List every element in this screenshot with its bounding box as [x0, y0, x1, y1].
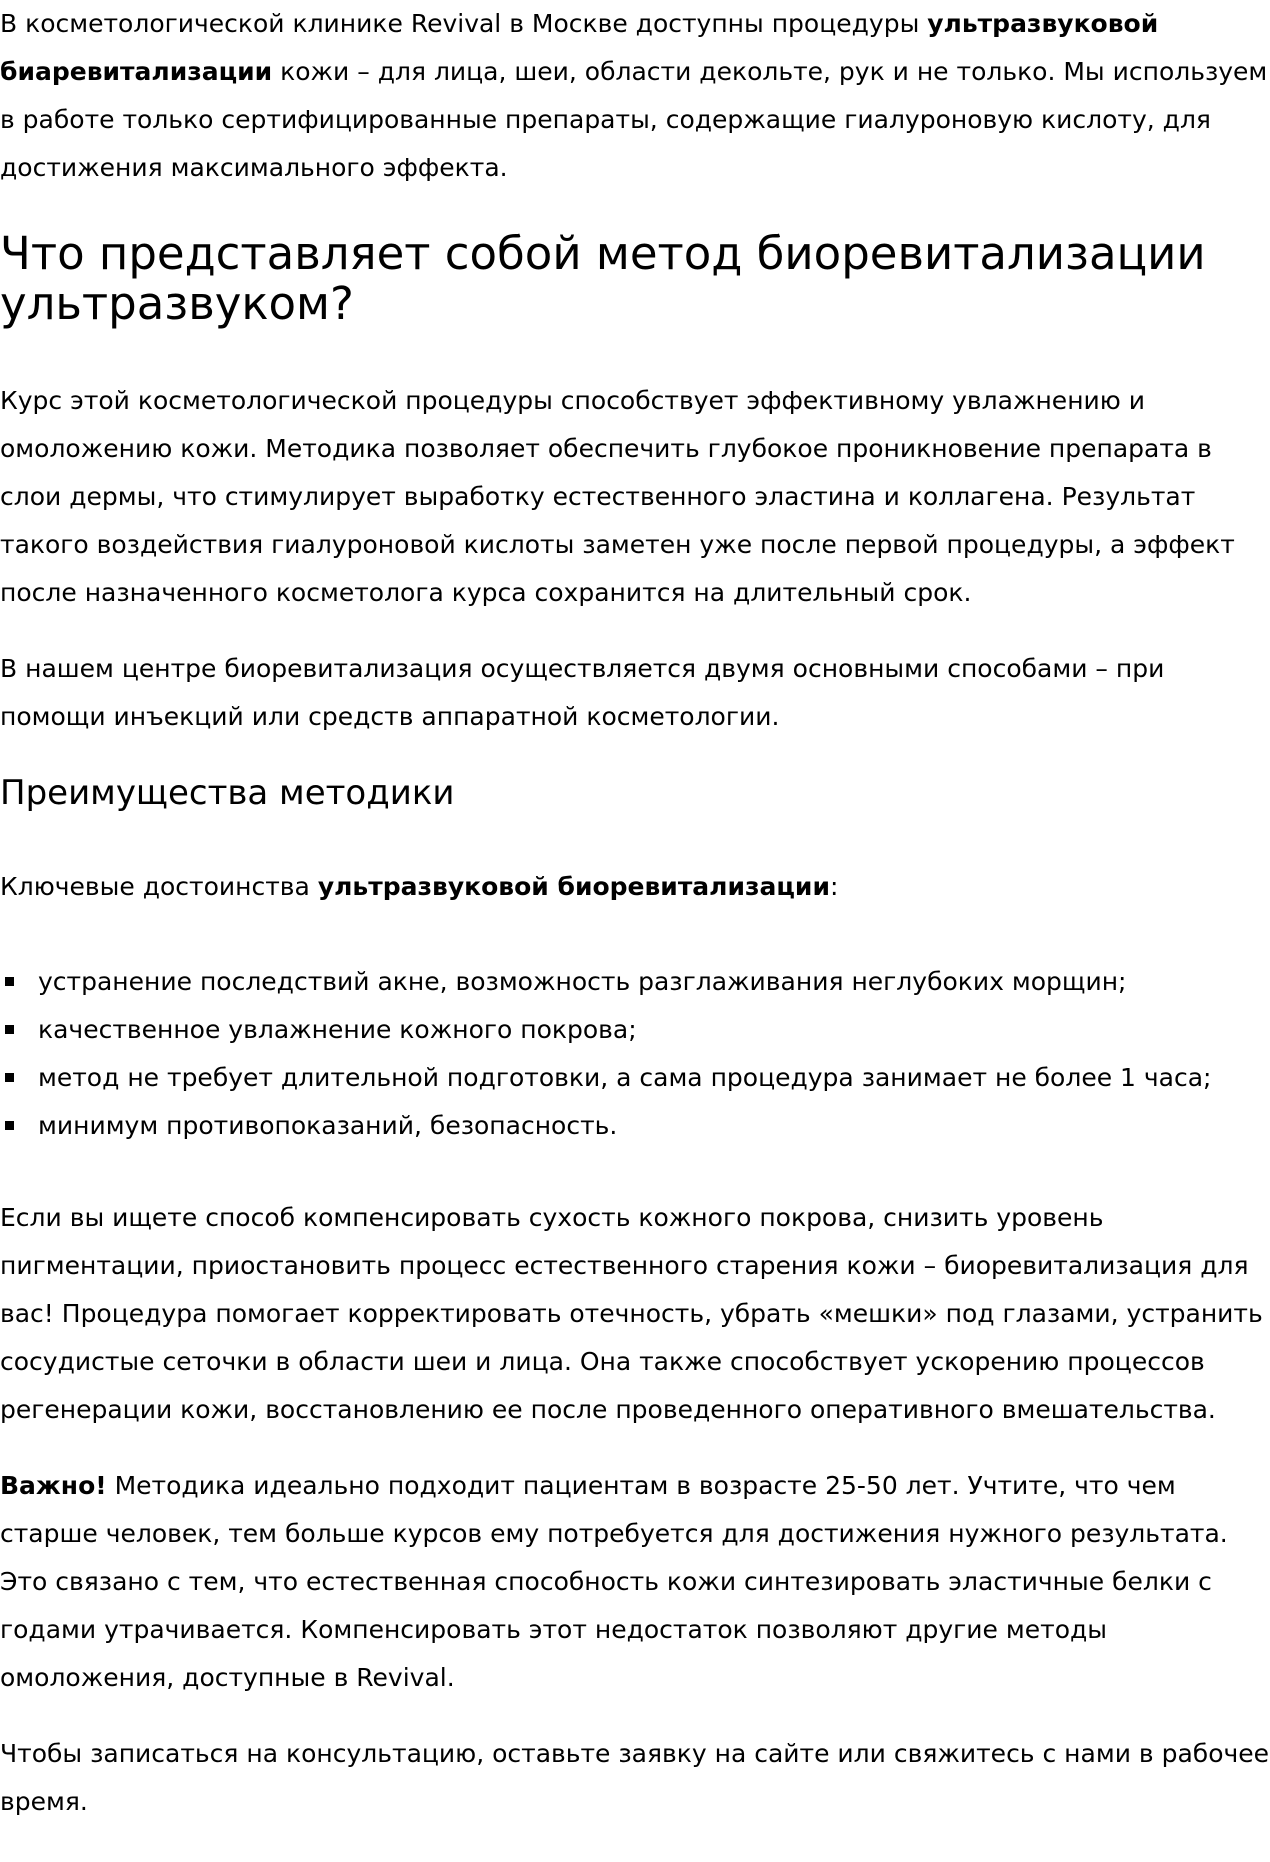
important-text: Методика идеально подходит пациентам в возрасте 25-50 лет. Учтите, что чем старше человек, тем больше курсов ему потребуется для достижения нужного результата. Это связано с тем, что естественная способность кожи синтезировать эластичные белки с годами утрачивается. Компенсировать этот недостаток позволяют другие методы омоложения, доступные в Revival. — [0, 1471, 1228, 1692]
list-item — [0, 1102, 1270, 1150]
method-ways-paragraph: В нашем центре биоревитализация осуществляется двумя основными способами – при помощи инъекций или средств аппаратной косметологии. — [0, 654, 1165, 731]
list-item-text: метод не требует длительной подготовки, а сама процедура занимает не более 1 часа; — [38, 1063, 1212, 1092]
advantages-bold-keyword: ультразвуковой биоревитализации — [317, 872, 830, 901]
list-item-text: качественное увлажнение кожного покрова; — [38, 1015, 637, 1044]
intro-bold-keyword: ультразвуковой биаревитализации — [0, 9, 1159, 86]
list-item-text: устранение последствий акне, возможность разглаживания неглубоких морщин; — [38, 967, 1127, 996]
square-bullet-icon — [5, 977, 14, 986]
cta-paragraph: Чтобы записаться на консультацию, оставьте заявку на сайте или свяжитесь с нами в рабочее время. — [0, 1739, 1270, 1816]
method-description-paragraph: Курс этой косметологической процедуры способствует эффективному увлажнению и омоложению кожи. Методика позволяет обеспечить глубокое проникновение препарата в слои дермы, что стимулирует выработку естественного эластина и коллагена. Результат такого воздействия гиалуроновой кислоты заметен уже после первой процедуры, а эффект после назначенного косметолога курса сохранится на длительный срок. — [0, 386, 1235, 607]
square-bullet-icon — [5, 1073, 14, 1082]
intro-text-start: В косметологической клинике Revival в Москве доступны процедуры — [0, 9, 928, 38]
list-item — [0, 958, 1270, 1006]
main-heading: Что представляет собой метод биоревитализации ультразвуком? — [0, 227, 1206, 330]
advantages-intro-paragraph — [0, 863, 1270, 911]
intro-text-end: кожи – для лица, шеи, области декольте, рук и не только. Мы используем в работе только сертифицированные препараты, содержащие гиалуроновую кислоту, для достижения максимального эффекта. — [0, 57, 1268, 182]
intro-paragraph — [0, 0, 1270, 192]
indications-paragraph: Если вы ищете способ компенсировать сухость кожного покрова, снизить уровень пигментации, приостановить процесс естественного старения кожи – биоревитализация для вас! Процедура помогает корректировать отечность, убрать «мешки» под глазами, устранить сосудистые сеточки в области шеи и лица. Она также способствует ускорению процессов регенерации кожи, восстановлению ее после проведенного оперативного вмешательства. — [0, 1203, 1263, 1424]
advantages-heading: Преимущества методики — [0, 773, 455, 813]
advantages-intro-start: Ключевые достоинства — [0, 872, 318, 901]
list-item — [0, 1054, 1270, 1102]
advantages-list — [0, 958, 1270, 1150]
important-note-paragraph — [0, 1462, 1270, 1702]
list-item-text: минимум противопоказаний, безопасность. — [38, 1111, 618, 1140]
square-bullet-icon — [5, 1121, 14, 1130]
square-bullet-icon — [5, 1025, 14, 1034]
advantages-intro-end: : — [829, 872, 839, 901]
list-item — [0, 1006, 1270, 1054]
important-label: Важно! — [0, 1471, 107, 1500]
